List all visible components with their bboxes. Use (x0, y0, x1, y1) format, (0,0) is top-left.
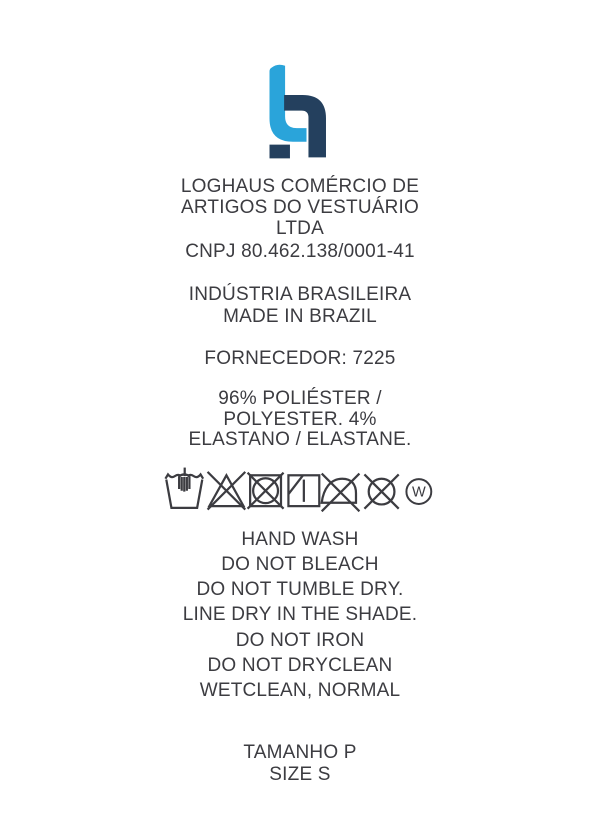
origin-line-en: MADE IN BRAZIL (223, 306, 377, 327)
composition-block (189, 389, 412, 451)
do-not-iron-icon (320, 465, 363, 513)
composition-line: POLYESTER. 4% (223, 408, 377, 430)
composition-line: ELASTANO / ELASTANE. (188, 429, 412, 450)
size-block (243, 742, 356, 786)
care-instruction-line: WETCLEAN, NORMAL (199, 680, 401, 702)
do-not-dryclean-icon (361, 465, 402, 513)
logo-dark-arch (284, 95, 326, 157)
loghaus-h-logo-icon (251, 58, 348, 170)
hand-wash-icon (162, 465, 207, 513)
company-cnpj: CNPJ 80.462.138/0001-41 (185, 241, 415, 262)
size-line-en: SIZE S (269, 763, 331, 785)
care-instruction-line: DO NOT DRYCLEAN (207, 654, 393, 676)
supplier-line: FORNECEDOR: 7225 (204, 348, 396, 369)
care-instruction-line: HAND WASH (241, 528, 359, 550)
do-not-bleach-icon (205, 465, 248, 513)
care-symbols-row (163, 465, 437, 513)
wetclean-normal-icon (400, 465, 438, 513)
care-instruction-line: DO NOT TUMBLE DRY. (196, 579, 404, 601)
do-not-tumble-dry-icon (245, 465, 286, 513)
logo-dark-foot (270, 145, 290, 159)
company-block (181, 176, 419, 239)
origin-block (189, 284, 412, 328)
logo-container (251, 58, 348, 172)
care-instruction-line: DO NOT IRON (235, 629, 365, 651)
origin-line-pt: INDÚSTRIA BRASILEIRA (188, 284, 412, 305)
composition-line: 96% POLIÉSTER / (218, 388, 382, 409)
size-line-pt: TAMANHO P (243, 741, 357, 763)
care-instructions-block (183, 527, 418, 704)
company-name-line: LOGHAUS COMÉRCIO DE (180, 176, 420, 197)
line-dry-in-the-shade-icon (285, 465, 323, 513)
company-name-line: ARTIGOS DO VESTUÁRIO (180, 197, 419, 218)
wetclean-letter: W (412, 484, 426, 501)
care-instruction-line: LINE DRY IN THE SHADE. (182, 604, 418, 626)
care-instruction-line: DO NOT BLEACH (221, 553, 379, 575)
company-name-line: LTDA (276, 218, 324, 239)
